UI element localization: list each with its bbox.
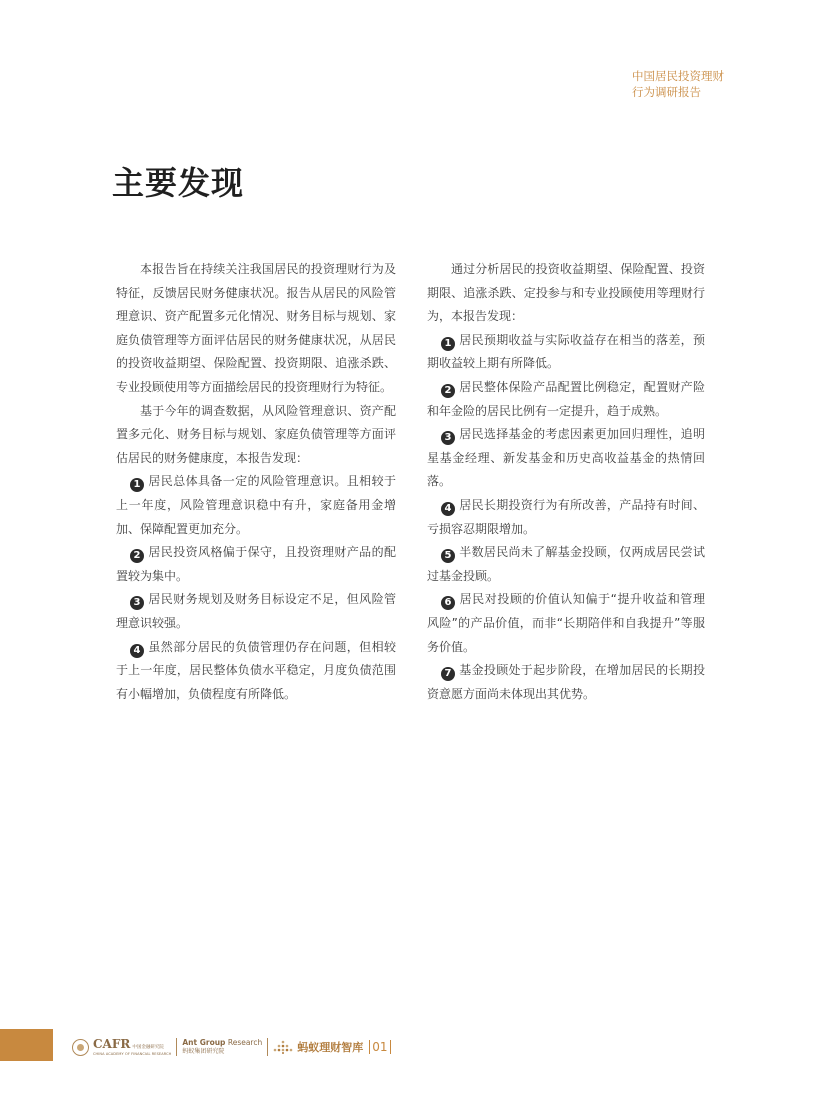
intro-paragraph: 本报告旨在持续关注我国居民的投资理财行为及特征，反馈居民财务健康状况。报告从居民的风险管理意识、资产配置多元化情况、财务目标与规划、家庭负债管理等方面评估居民的财务健康状况，从居民的投资收益期望、保险配置、投资期限、追涨杀跌、专业投顾使用等方面描绘居民的投资理财行为特征。 — [116, 262, 396, 394]
cafr-en-name: CHINA ACADEMY OF FINANCIAL RESEARCH — [93, 1051, 172, 1056]
footer-accent-bar — [0, 1029, 53, 1061]
page-number: 01 — [369, 1040, 390, 1054]
finding-text: 居民对投顾的价值认知偏于“提升收益和管理风险”的产品价值，而非“长期陪伴和自我提升”等服务价值。 — [427, 592, 705, 654]
ant-group-logo — [182, 1039, 262, 1056]
finding-item — [116, 636, 396, 707]
finding-text: 基金投顾处于起步阶段，在增加居民的长期投资意愿方面尚未体现出其优势。 — [427, 663, 705, 701]
report-title-line2: 行为调研报告 — [632, 85, 701, 99]
finding-text: 居民长期投资行为有所改善，产品持有时间、亏损容忍期限增加。 — [427, 497, 705, 536]
finding-text: 居民整体保险产品配置比例稳定，配置财产险和年金险的居民比例有一定提升，趋于成熟。 — [427, 379, 705, 418]
finding-item — [427, 329, 705, 376]
number-badge-icon: 6 — [441, 596, 455, 610]
ant-group-name: Ant Group — [182, 1037, 226, 1047]
number-badge-icon: 3 — [441, 431, 455, 445]
finding-item — [116, 470, 396, 541]
number-badge-icon: 2 — [130, 549, 144, 563]
cafr-seal-icon — [72, 1039, 89, 1056]
finding-text: 居民财务规划及财务目标设定不足，但风险管理意识较强。 — [116, 592, 396, 630]
number-badge-icon: 2 — [441, 384, 455, 398]
number-badge-icon: 1 — [441, 337, 455, 351]
finding-text: 居民预期收益与实际收益存在相当的落差，预期收益较上期有所降低。 — [427, 332, 705, 371]
number-badge-icon: 7 — [441, 667, 455, 681]
number-badge-icon: 1 — [130, 478, 144, 492]
report-title — [632, 68, 752, 100]
basis-paragraph: 基于今年的调查数据，从风险管理意识、资产配置多元化、财务目标与规划、家庭负债管理等方面评估居民的财务健康度，本报告发现： — [116, 403, 396, 465]
finding-item — [116, 588, 396, 635]
ant-research-cn: 蚂蚁集团研究院 — [182, 1048, 225, 1056]
finding-text: 半数居民尚未了解基金投顾，仅两成居民尝试过基金投顾。 — [427, 545, 705, 583]
finding-text: 居民选择基金的考虑因素更加回归理性，追明星基金经理、新发基金和历史高收益基金的热情回落。 — [427, 427, 705, 489]
cafr-cn-name: 中国金融研究院 — [132, 1045, 164, 1050]
ant-fortune-dots-icon — [273, 1040, 293, 1054]
left-column — [116, 258, 396, 706]
finding-item — [116, 541, 396, 588]
page-title: 主要发现 — [112, 164, 245, 202]
cafr-logo-text: CAFR — [93, 1037, 131, 1051]
intro-paragraph: 通过分析居民的投资收益期望、保险配置、投资期限、追涨杀跌、定投参与和专业投顾使用等理财行为，本报告发现： — [427, 262, 705, 324]
number-badge-icon: 4 — [130, 644, 144, 658]
finding-item — [427, 494, 705, 541]
report-title-line1: 中国居民投资理财 — [632, 69, 724, 83]
cafr-logo — [93, 1038, 171, 1056]
number-badge-icon: 4 — [441, 502, 455, 516]
finding-item — [427, 659, 705, 706]
finding-item — [427, 423, 705, 494]
finding-text: 虽然部分居民的负债管理仍存在问题，但相较于上一年度，居民整体负债水平稳定，月度负债范围有小幅增加，负债程度有所降低。 — [116, 639, 396, 701]
finding-text: 居民总体具备一定的风险管理意识。且相较于上一年度，风险管理意识稳中有升，家庭备用金增加、保障配置更加充分。 — [116, 474, 396, 536]
finding-item — [427, 588, 705, 659]
finding-item — [427, 541, 705, 588]
ant-fortune-thinktank-logo: 蚂蚁理财智库 — [297, 1041, 364, 1054]
finding-text: 居民投资风格偏于保守，且投资理财产品的配置较为集中。 — [116, 545, 396, 583]
footer-divider — [267, 1038, 268, 1056]
right-column — [427, 258, 705, 706]
footer-logos — [72, 1035, 391, 1059]
finding-item — [427, 376, 705, 423]
footer-divider — [176, 1038, 177, 1056]
number-badge-icon: 3 — [130, 596, 144, 610]
ant-research-label: Research — [227, 1037, 263, 1047]
number-badge-icon: 5 — [441, 549, 455, 563]
